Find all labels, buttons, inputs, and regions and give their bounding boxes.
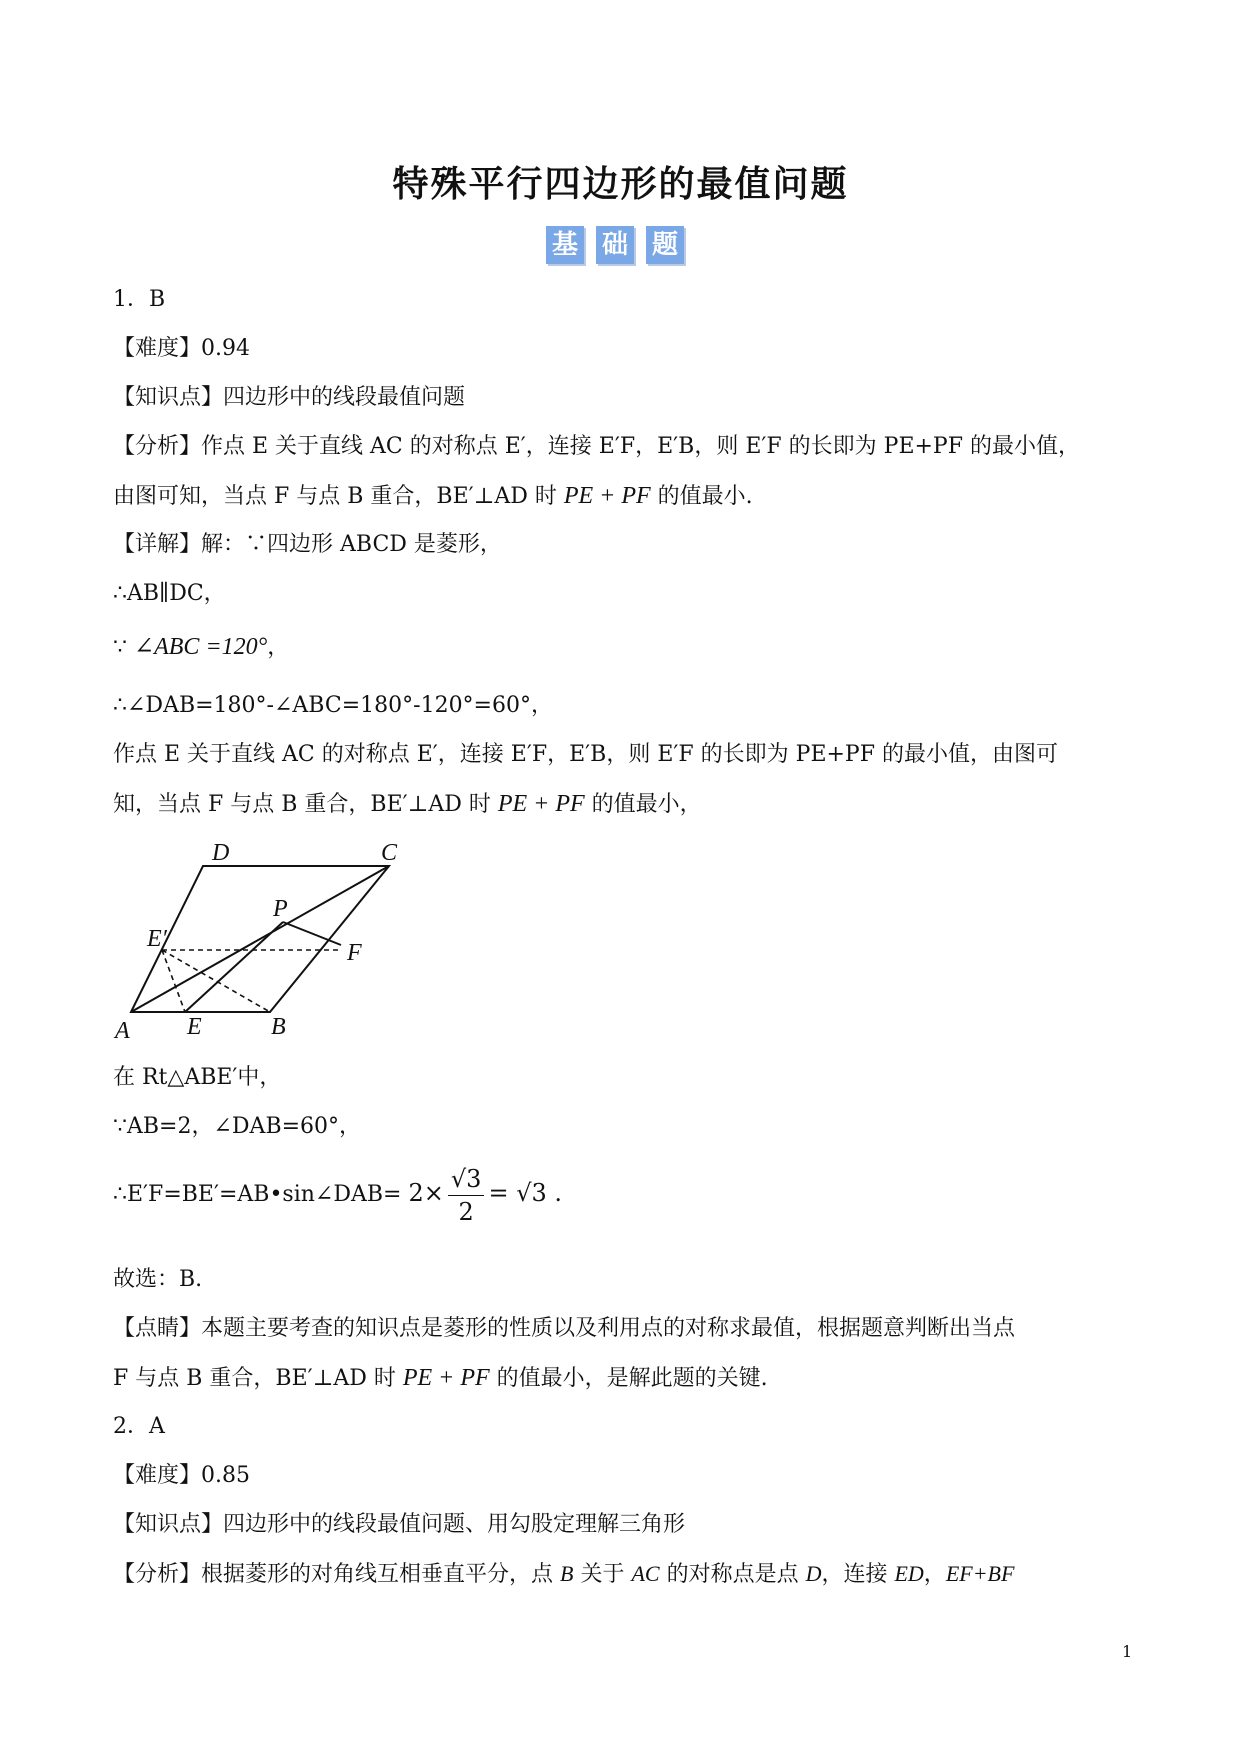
section-badge-char-2: 础: [596, 226, 634, 264]
q1-detail-line-7: 在 Rt△ABE′中，: [113, 1065, 282, 1090]
q1-difficulty: 【难度】0.94: [113, 336, 250, 361]
q1-detail-line-6: [113, 789, 702, 820]
q2-analysis-text-1: 【分析】根据菱形的对角线互相垂直平分，点: [113, 1562, 560, 1587]
q2-analysis-text-3: 的对称点是点: [659, 1562, 806, 1587]
q1-comment-tail: 的值最小，是解此题的关键.: [489, 1366, 768, 1391]
q1-knowledge: 【知识点】四边形中的线段最值问题: [113, 385, 466, 410]
q2-number: 2．A: [113, 1414, 165, 1439]
q1-angle-formula: ∠ABC =120°: [134, 634, 268, 660]
q1-detail-formula: PE + PF: [497, 791, 585, 817]
segment-pf: [283, 922, 341, 945]
q2-analysis: [113, 1559, 1014, 1590]
q1-result: = √3 .: [488, 1179, 563, 1207]
q1-choice: 故选：B.: [113, 1267, 203, 1292]
q1-detail-line-4: ∴∠DAB=180°-∠ABC=180°-120°=60°，: [113, 693, 553, 718]
q1-number: 1．B: [113, 287, 166, 312]
label-e-prime: E′: [147, 926, 167, 952]
dashed-e1-e: [162, 950, 185, 1012]
q2-sum-ef-bf: EF+BF: [945, 1561, 1015, 1586]
q2-analysis-text-2: 关于: [573, 1562, 632, 1587]
q2-knowledge: 【知识点】四边形中的线段最值问题、用勾股定理解三角形: [113, 1512, 686, 1537]
q1-analysis-text: 由图可知，当点 F 与点 B 重合，BE′⊥AD 时: [113, 484, 564, 509]
q1-times: 2×: [408, 1179, 444, 1207]
q1-analysis-tail: 的值最小.: [650, 484, 753, 509]
q1-detail-line-3: [113, 632, 289, 663]
label-b: B: [271, 1014, 286, 1040]
q1-because: ∵: [113, 635, 134, 660]
page-number: 1: [1122, 1642, 1133, 1661]
q2-point-b: B: [560, 1561, 574, 1586]
rhombus-figure: [105, 838, 415, 1053]
q1-analysis-line-2: [113, 481, 753, 512]
q1-analysis-line-1: 【分析】作点 E 关于直线 AC 的对称点 E′，连接 E′F，E′B，则 E′F 的长即为 PE+PF 的最小值，: [113, 434, 1080, 459]
q1-detail-tail: 的值最小，: [584, 792, 702, 817]
q1-comment-formula: PE + PF: [402, 1365, 490, 1391]
q1-comment-text: F 与点 B 重合，BE′⊥AD 时: [113, 1366, 403, 1391]
label-a: A: [115, 1018, 130, 1044]
q1-fraction: [448, 1163, 485, 1228]
fraction-denominator: 2: [458, 1197, 474, 1226]
dashed-e1-b: [162, 950, 270, 1012]
q2-analysis-text-4: ，连接: [821, 1562, 895, 1587]
q1-comment-line-1: 【点睛】本题主要考查的知识点是菱形的性质以及利用点的对称求最值，根据题意判断出当点: [113, 1316, 1016, 1341]
q1-detail-line-1: 【详解】解：∵四边形 ABCD 是菱形，: [113, 532, 502, 557]
q1-detail-text: 知，当点 F 与点 B 重合，BE′⊥AD 时: [113, 792, 498, 817]
label-p: P: [273, 896, 288, 922]
section-badge-char-3: 题: [646, 226, 684, 264]
q1-detail-line-5: 作点 E 关于直线 AC 的对称点 E′，连接 E′F，E′B，则 E′F 的长即为 PE+PF 的最小值，由图可: [113, 742, 1058, 767]
q1-comment-line-2: [113, 1363, 768, 1394]
q2-difficulty: 【难度】0.85: [113, 1463, 250, 1488]
q2-line-ac: AC: [631, 1561, 660, 1586]
q1-detail-line-2: ∴AB∥DC，: [113, 581, 226, 606]
q1-comma: ，: [267, 635, 290, 660]
q1-analysis-formula: PE + PF: [563, 483, 651, 509]
diagonal-ac: [131, 866, 389, 1012]
q1-sin-text: ∴E′F=BE′=AB•sin∠DAB=: [113, 1182, 409, 1207]
q2-segment-ed: ED: [894, 1561, 924, 1586]
q2-analysis-text-5: ，: [923, 1562, 946, 1587]
label-f: F: [347, 940, 362, 966]
q2-point-d: D: [805, 1561, 822, 1586]
page-title: 特殊平行四边形的最值问题: [392, 164, 849, 205]
segment-ep: [185, 922, 283, 1012]
label-d: D: [212, 840, 230, 866]
label-e: E: [187, 1014, 202, 1040]
q1-detail-line-8: ∵AB=2，∠DAB=60°，: [113, 1114, 362, 1139]
section-badge-char-1: 基: [546, 226, 584, 264]
fraction-numerator: √3: [448, 1163, 485, 1196]
q1-detail-line-9: [113, 1158, 562, 1230]
label-c: C: [381, 840, 398, 866]
